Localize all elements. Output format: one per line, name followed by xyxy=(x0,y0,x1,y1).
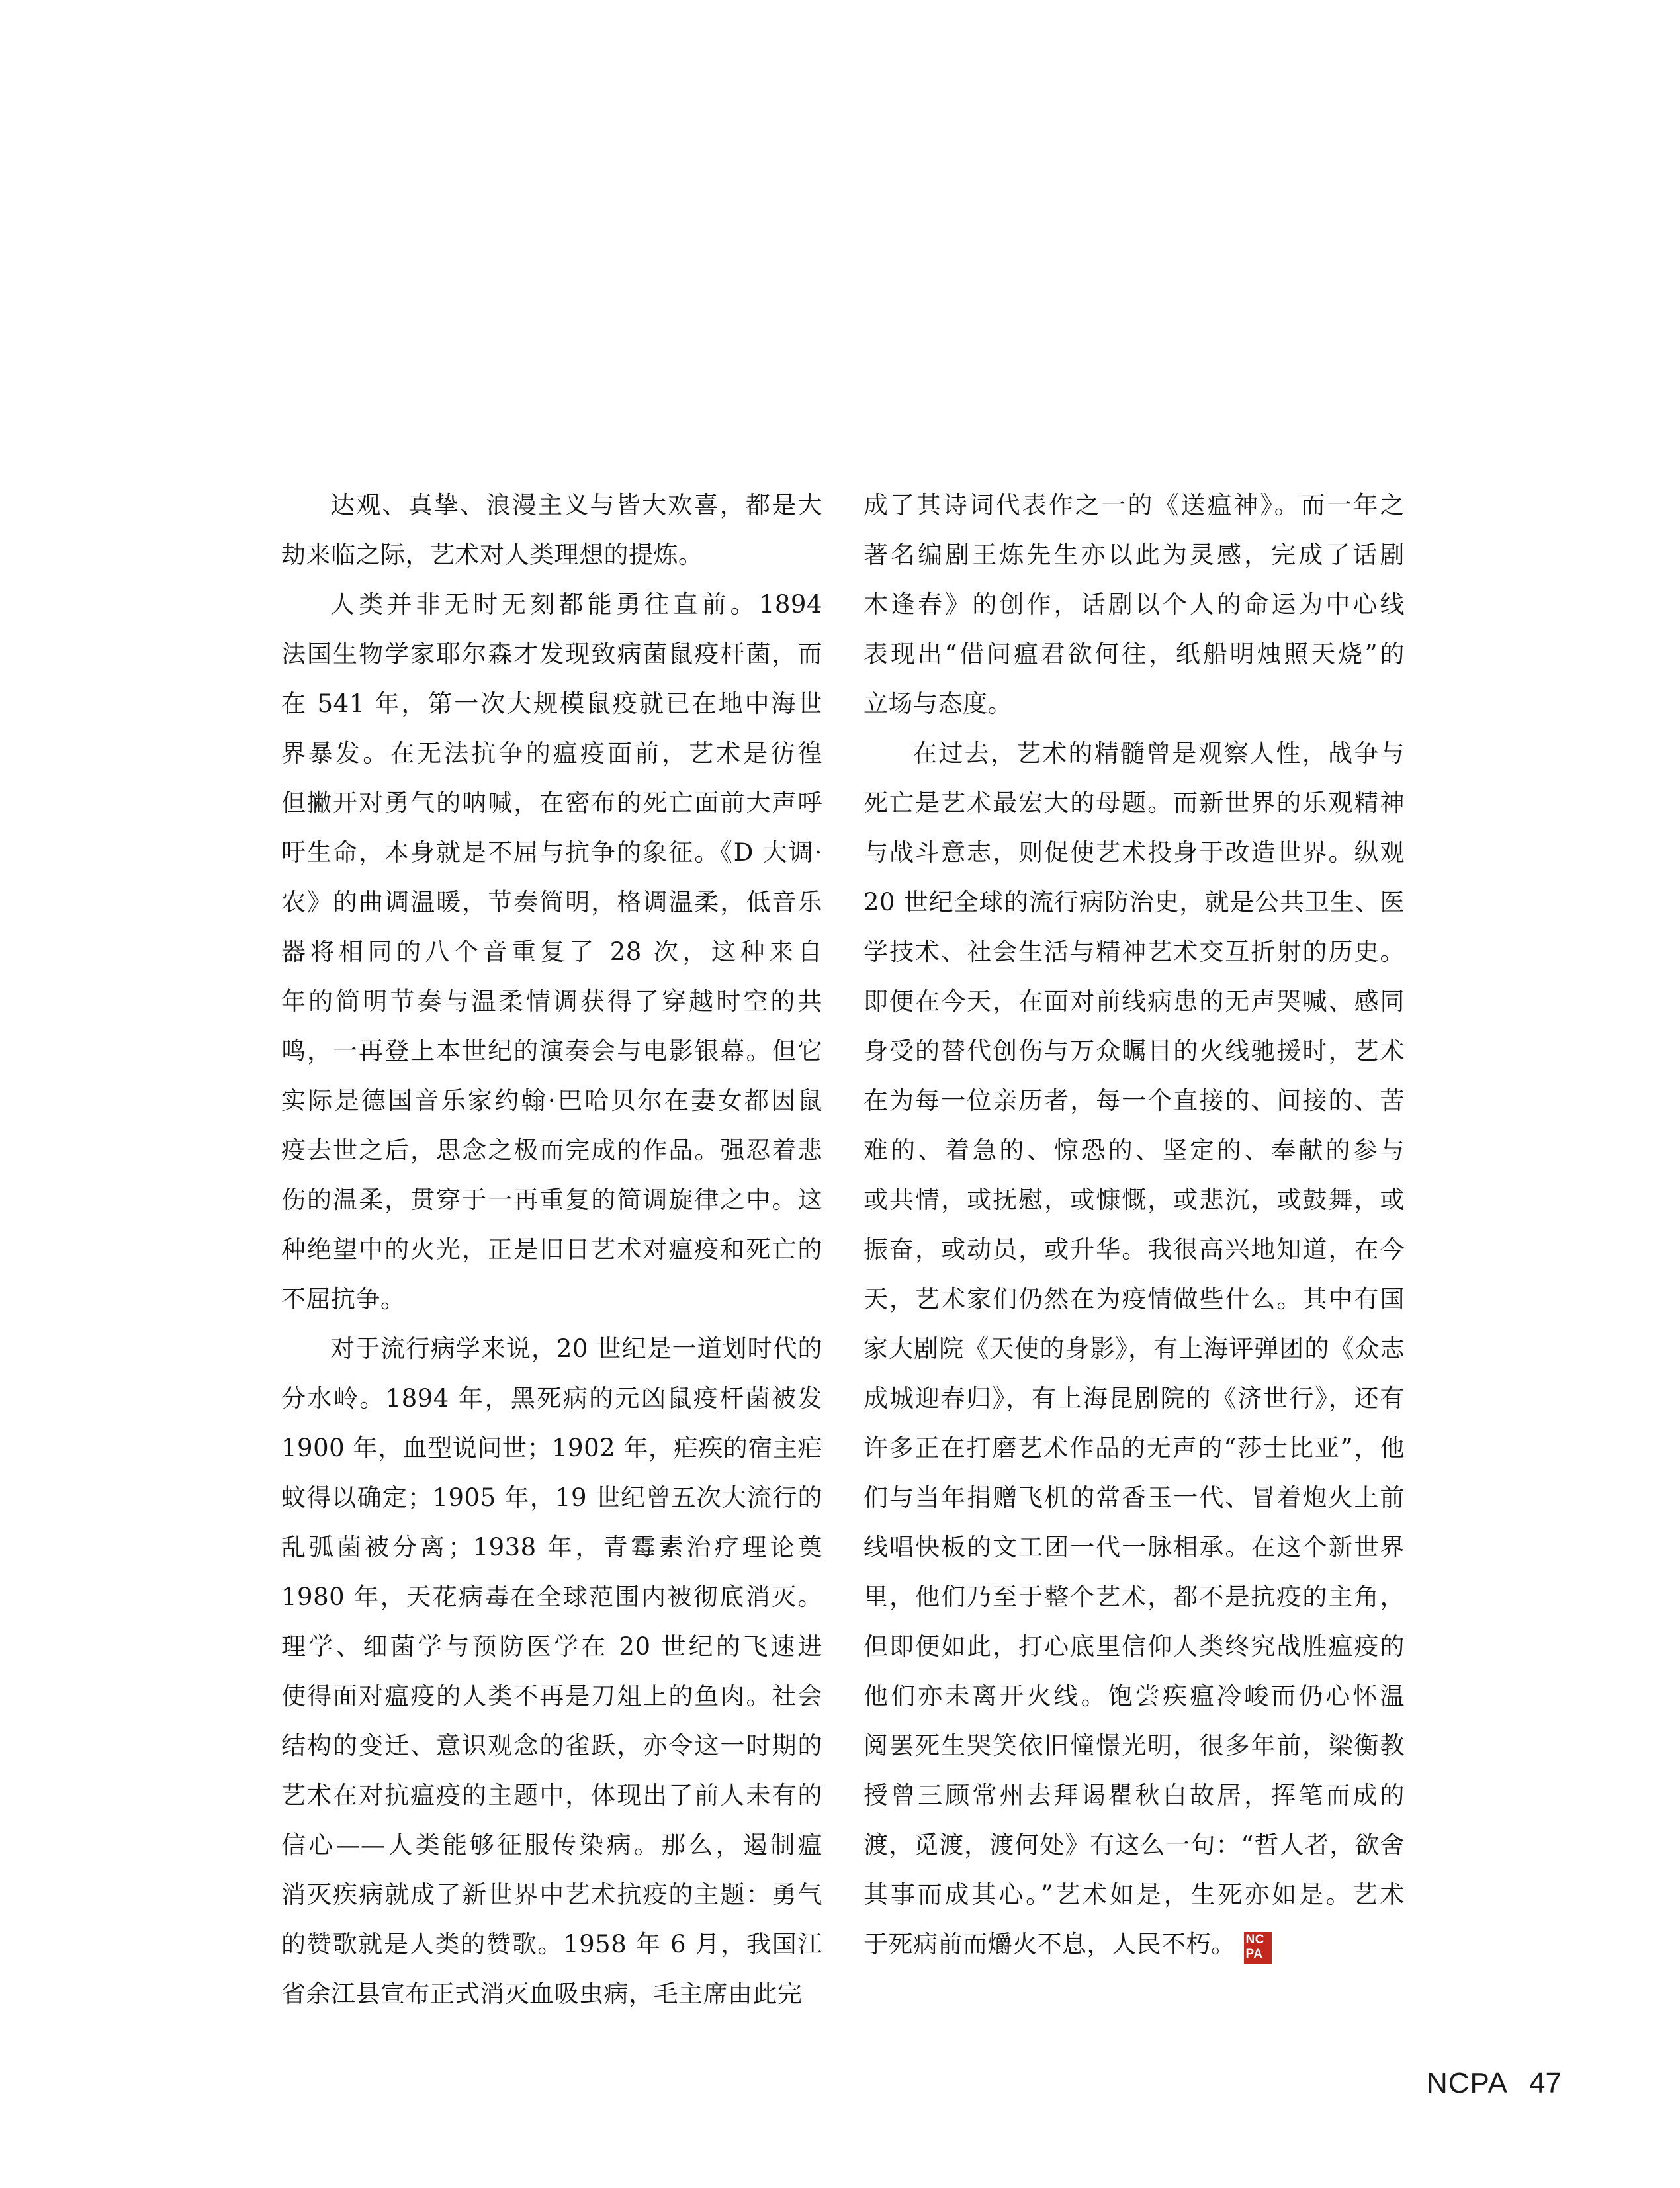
text-line: 在为每一位亲历者，每一个直接的、间接的、苦 xyxy=(863,1086,1405,1115)
text-line: 在过去，艺术的精髓曾是观察人性，战争与 xyxy=(912,739,1405,767)
text-line: 使得面对瘟疫的人类不再是刀俎上的鱼肉。社会 xyxy=(281,1682,822,1710)
text-line: 20 世纪全球的流行病防治史，就是公共卫生、医 xyxy=(863,888,1405,916)
ncpa-logo-line1: NC xyxy=(1245,1933,1264,1947)
text-line: 劫来临之际，艺术对人类理想的提炼。 xyxy=(281,541,703,569)
text-line: 天，艺术家们仍然在为疫情做些什么。其中有国 xyxy=(863,1285,1405,1313)
text-line: 的赞歌就是人类的赞歌。1958 年 6 月，我国江 xyxy=(281,1930,822,1958)
text-line: 界暴发。在无法抗争的瘟疫面前，艺术是彷徨 xyxy=(281,739,822,767)
text-line: 分水岭。1894 年，黑死病的元凶鼠疫杆菌被发 xyxy=(281,1384,822,1413)
text-line: 人类并非无时无刻都能勇往直前。1894 xyxy=(330,590,822,619)
text-line: 蚊得以确定；1905 年，19 世纪曾五次大流行的 xyxy=(281,1483,822,1512)
text-line: 于死病前而爝火不息，人民不朽。 NC PA xyxy=(863,1919,1405,1969)
text-line: 不屈抗争。 xyxy=(281,1285,406,1313)
text-line: 成了其诗词代表作之一的《送瘟神》。而一年之 xyxy=(863,491,1405,519)
text-line: 立场与态度。 xyxy=(863,689,1012,718)
text-line: 种绝望中的火光，正是旧日艺术对瘟疫和死亡的 xyxy=(281,1235,822,1264)
text-line: 授曾三顾常州去拜谒瞿秋白故居，挥笔而成的 xyxy=(863,1781,1405,1810)
text-line: 器将相同的八个音重复了 28 次，这种来自 xyxy=(281,938,822,966)
text-line: 振奋，或动员，或升华。我很高兴地知道，在今 xyxy=(863,1235,1405,1264)
page-number: 47 xyxy=(1528,2067,1562,2099)
text-line: 身受的替代创伤与万众瞩目的火线驰援时，艺术 xyxy=(863,1037,1405,1065)
text-line: 吁生命，本身就是不屈与抗争的象征。《D 大调· xyxy=(281,838,822,867)
text-line: 1980 年，天花病毒在全球范围内被彻底消灭。 xyxy=(281,1583,822,1611)
text-line: 家大剧院《天使的身影》，有上海评弹团的《众志 xyxy=(863,1335,1405,1363)
text-line: 难的、着急的、惊恐的、坚定的、奉献的参与 xyxy=(863,1136,1405,1164)
text-line: 木逢春》的创作，话剧以个人的命运为中心线 xyxy=(863,590,1405,619)
text-line: 实际是德国音乐家约翰·巴哈贝尔在妻女都因鼠 xyxy=(281,1086,822,1115)
magazine-name: NCPA xyxy=(1427,2067,1508,2099)
ncpa-logo xyxy=(1244,1932,1272,1964)
text-line: 其事而成其心。”艺术如是，生死亦如是。艺术 xyxy=(863,1880,1405,1909)
page-footer xyxy=(1427,2067,1562,2100)
text-line: 法国生物学家耶尔森才发现致病菌鼠疫杆菌，而 xyxy=(281,640,822,668)
text-line: 在 541 年，第一次大规模鼠疫就已在地中海世 xyxy=(281,689,822,718)
article-column-left xyxy=(281,480,822,2019)
text-line: 许多正在打磨艺术作品的无声的“莎士比亚”，他 xyxy=(863,1434,1405,1462)
text-line: 但撇开对勇气的呐喊，在密布的死亡面前大声呼 xyxy=(281,789,822,817)
text-line: 表现出“借问瘟君欲何往，纸船明烛照天烧”的 xyxy=(863,640,1405,668)
text-line: 死亡是艺术最宏大的母题。而新世界的乐观精神 xyxy=(863,789,1405,817)
text-line: 们与当年捐赠飞机的常香玉一代、冒着炮火上前 xyxy=(863,1483,1405,1512)
text-line: 或共情，或抚慰，或慷慨，或悲沉，或鼓舞，或 xyxy=(863,1186,1405,1214)
text-line: 里，他们乃至于整个艺术，都不是抗疫的主角， xyxy=(863,1583,1405,1611)
text-line: 信心——人类能够征服传染病。那么，遏制瘟 xyxy=(281,1831,822,1859)
article-column-right xyxy=(863,480,1405,1969)
text-line: 乱弧菌被分离；1938 年，青霉素治疗理论奠 xyxy=(281,1533,822,1561)
text-line: 1900 年，血型说问世；1902 年，疟疾的宿主疟 xyxy=(281,1434,822,1462)
text-line: 艺术在对抗瘟疫的主题中，体现出了前人未有的 xyxy=(281,1781,822,1810)
text-line: 伤的温柔，贯穿于一再重复的简调旋律之中。这 xyxy=(281,1186,822,1214)
text-line: 学技术、社会生活与精神艺术交互折射的历史。 xyxy=(863,938,1405,966)
text-line: 达观、真挚、浪漫主义与皆大欢喜，都是大 xyxy=(330,491,822,519)
text-line: 阅罢死生哭笑依旧憧憬光明，很多年前，梁衡教 xyxy=(863,1731,1405,1760)
text-line: 对于流行病学来说，20 世纪是一道划时代的 xyxy=(330,1335,822,1363)
text-line: 线唱快板的文工团一代一脉相承。在这个新世界 xyxy=(863,1533,1405,1561)
text-line: 省余江县宣布正式消灭血吸虫病，毛主席由此完 xyxy=(281,1980,803,2008)
text-line: 他们亦未离开火线。饱尝疾瘟冷峻而仍心怀温 xyxy=(863,1682,1405,1710)
text-line: 成城迎春归》，有上海昆剧院的《济世行》，还有 xyxy=(863,1384,1405,1413)
text-line: 渡，觅渡，渡何处》有这么一句：“哲人者，欲舍 xyxy=(863,1831,1405,1859)
text-line: 著名编剧王炼先生亦以此为灵感，完成了话剧 xyxy=(863,541,1405,569)
text-line: 年的简明节奏与温柔情调获得了穿越时空的共 xyxy=(281,987,822,1016)
text-line: 鸣，一再登上本世纪的演奏会与电影银幕。但它 xyxy=(281,1037,822,1065)
text-line: 与战斗意志，则促使艺术投身于改造世界。纵观 xyxy=(863,838,1405,867)
text-line: 疫去世之后，思念之极而完成的作品。强忍着悲 xyxy=(281,1136,822,1164)
text-line: 但即便如此，打心底里信仰人类终究战胜瘟疫的 xyxy=(863,1632,1405,1661)
text-line: 消灭疾病就成了新世界中艺术抗疫的主题：勇气 xyxy=(281,1880,822,1909)
text-line: 农》的曲调温暖，节奏简明，格调温柔，低音乐 xyxy=(281,888,822,916)
text-line: 结构的变迁、意识观念的雀跃，亦令这一时期的 xyxy=(281,1731,822,1760)
ncpa-logo-line2: PA xyxy=(1245,1947,1263,1961)
text-line: 即便在今天，在面对前线病患的无声哭喊、感同 xyxy=(863,987,1405,1016)
text-line: 理学、细菌学与预防医学在 20 世纪的飞速进 xyxy=(281,1632,822,1661)
